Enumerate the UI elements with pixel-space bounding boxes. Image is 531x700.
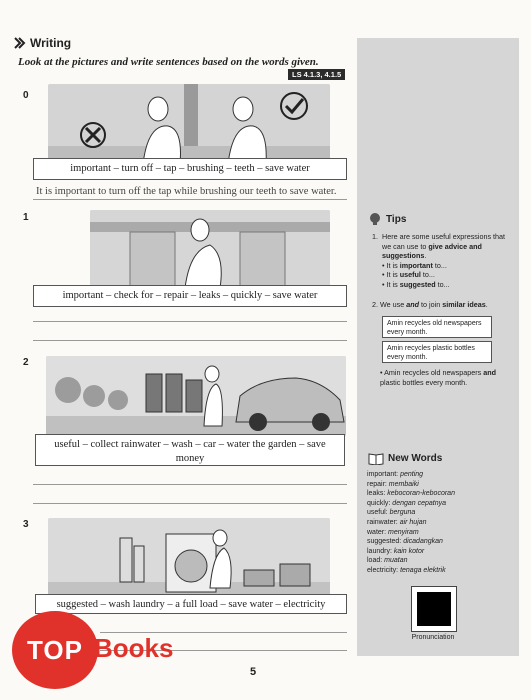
watermark-logo xyxy=(12,611,98,689)
learning-standard-badge: LS 4.1.3, 4.1.5 xyxy=(288,69,345,80)
page-number: 5 xyxy=(250,666,257,678)
pronunciation-label: Pronunciation xyxy=(411,634,455,641)
vocab-item: useful: berguna xyxy=(367,509,416,517)
lightbulb-icon xyxy=(368,212,382,226)
exercise-number: 2 xyxy=(23,357,29,368)
example-answer: It is important to turn off the tap while brushing our teeth to save water. xyxy=(36,186,337,197)
tips-bullet: • It is important to... xyxy=(382,260,447,270)
watermark-top-text: TOP xyxy=(27,634,83,665)
tips-item-1-bold: give advice and suggestions xyxy=(382,241,482,260)
example-box-2: Amin recycles plastic bottles every month. xyxy=(382,341,492,363)
vocab-item: leaks: kebocoran-kebocoran xyxy=(367,490,455,498)
new-words-title: New Words xyxy=(388,453,443,464)
tips-item-2: 2. We use and to join similar ideas. xyxy=(372,300,488,309)
answer-line xyxy=(33,199,347,200)
vocab-item: suggested: dicadangkan xyxy=(367,538,443,546)
vocab-item: rainwater: air hujan xyxy=(367,518,427,526)
book-icon xyxy=(368,452,384,465)
section-title xyxy=(14,36,71,50)
word-prompt-box: important – check for – repair – leaks – quickly – save water xyxy=(33,285,347,307)
answer-line xyxy=(33,340,347,341)
word-prompt-box: useful – collect rainwater – wash – car – water the garden – save money xyxy=(35,434,345,466)
combined-example: • Amin recycles old newspapers and plastic bottles every month. xyxy=(380,368,496,387)
word-prompt-box: important – turn off – tap – brushing – teeth – save water xyxy=(33,158,347,180)
vocab-list xyxy=(367,470,512,576)
tips-heading xyxy=(368,212,406,226)
tips-title: Tips xyxy=(386,213,407,225)
section-title-text: Writing xyxy=(30,36,72,50)
scene-washing-car xyxy=(46,356,346,436)
vocab-item: water: menyiram xyxy=(367,528,419,536)
tips-item-1: 1. Here are some useful expressions that we can use to give advice and suggestions. • It is important to... • It is useful to... • It is suggested to... xyxy=(372,232,512,289)
cross-icon xyxy=(80,122,106,148)
watermark-books-text: Books xyxy=(94,633,174,663)
example-box-1: Amin recycles old newspapers every month. xyxy=(382,316,492,338)
scene-laundry xyxy=(48,518,330,598)
answer-line xyxy=(33,503,347,504)
answer-line xyxy=(33,484,347,485)
vocab-item: laundry: kain kotor xyxy=(367,547,425,555)
check-icon xyxy=(280,92,308,120)
instruction: Look at the pictures and write sentences based on the words given. xyxy=(18,56,319,68)
exercise-number: 1 xyxy=(23,212,29,223)
vocab-item: repair: membaiki xyxy=(367,480,419,488)
pronunciation-qr-code[interactable] xyxy=(411,586,457,632)
tips-bullet: • It is suggested to... xyxy=(382,279,450,289)
double-chevron-icon xyxy=(14,37,26,49)
tips-item-1-intro: Here are some useful expressions that we can use to xyxy=(382,232,506,251)
exercise-number: 3 xyxy=(23,519,29,530)
scene-repairing-leaks xyxy=(90,210,330,290)
word-prompt-box: suggested – wash laundry – a full load – save water – electricity xyxy=(35,594,347,614)
tips-bullet: • It is useful to... xyxy=(382,270,435,279)
vocab-item: electricity: tenaga elektrik xyxy=(367,566,446,574)
vocab-item: load: muatan xyxy=(367,557,408,565)
answer-line xyxy=(33,321,347,322)
new-words-heading xyxy=(368,452,442,465)
vocab-item: quickly: dengan cepatnya xyxy=(367,499,447,507)
vocab-item: important: penting xyxy=(367,471,424,478)
exercise-number: 0 xyxy=(23,90,29,101)
